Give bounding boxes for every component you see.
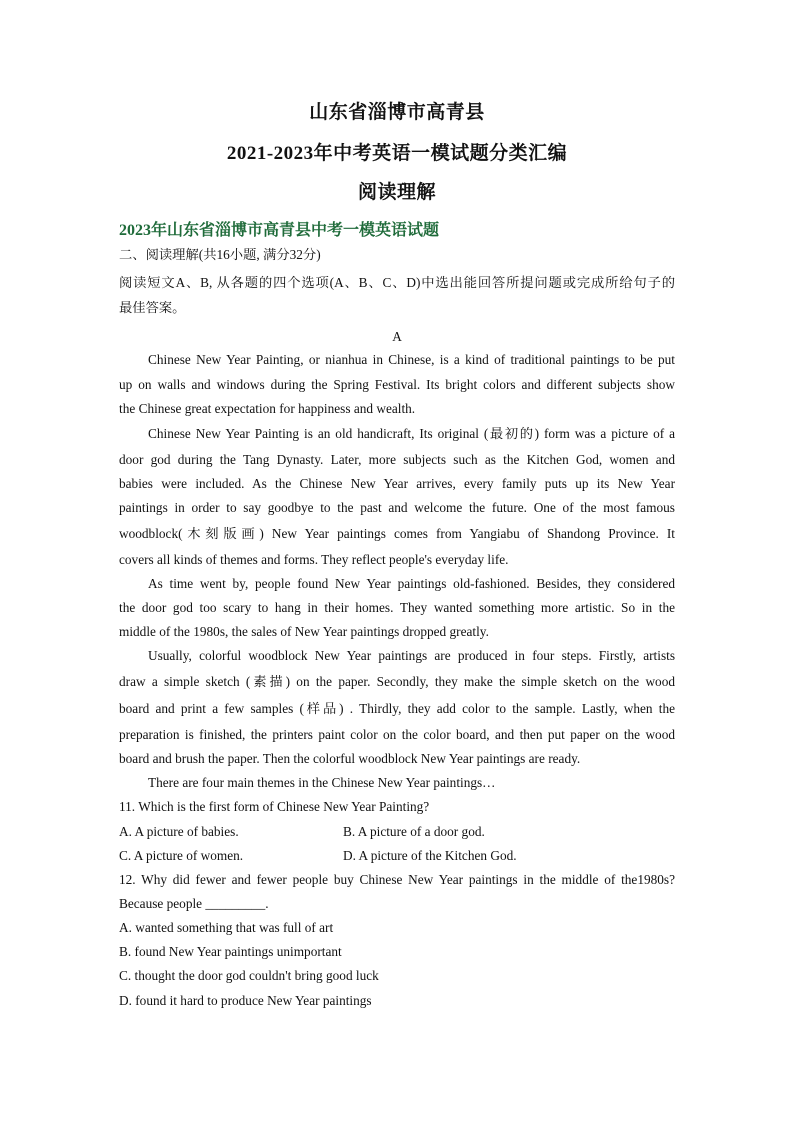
- exam-section-title: 2023年山东省淄博市高青县中考一模英语试题: [119, 222, 440, 239]
- q12-option-a: A. wanted something that was full of art: [119, 920, 334, 935]
- part-label: 二、阅读理解(共16小题, 满分32分): [119, 247, 321, 262]
- passage-p1-line-2: up on walls and windows during the Spring Festival. Its bright colors and different subjects show: [119, 377, 675, 392]
- q11-option-c: C. A picture of women.: [119, 848, 244, 863]
- passage-p3-line-3: middle of the 1980s, the sales of New Year paintings dropped greatly.: [119, 624, 489, 639]
- passage-p2-line-1: Chinese New Year Painting is an old handicraft, Its original (最初的) form was a picture of a: [148, 426, 675, 441]
- passage-p3-line-2: the door god too scary to hang in their homes. They wanted something more artistic. So in the: [119, 600, 675, 615]
- q11-option-b: B. A picture of a door god.: [343, 824, 485, 839]
- q12-option-c: C. thought the door god couldn't bring good luck: [119, 968, 379, 983]
- passage-p5: There are four main themes in the Chinese New Year paintings…: [148, 775, 496, 790]
- passage-p2-line-5: woodblock(木刻版画) New Year paintings comes from Yangiabu of Shandong Province. It: [119, 526, 675, 541]
- title-topic: 阅读理解: [357, 182, 436, 203]
- passage-p4-line-2: draw a simple sketch (素描) on the paper. Secondly, they make the simple sketch on the wood: [119, 674, 675, 689]
- q11-option-d: D. A picture of the Kitchen God.: [343, 848, 517, 863]
- q12-option-d: D. found it hard to produce New Year paintings: [119, 993, 372, 1008]
- passage-p2-line-4: paintings in order to say goodbye to the past and welcome the future. One of the most famous: [119, 500, 675, 515]
- passage-p2-line-2: door god during the Tang Dynasty. Later, more subjects such as the Kitchen God, women and: [119, 452, 675, 467]
- passage-p4-line-3: board and print a few samples (样品) . Thirdly, they add color to the sample. Lastly, when the: [119, 701, 675, 716]
- q11-option-a: A. A picture of babies.: [119, 824, 239, 839]
- passage-p1-line-3: the Chinese great expectation for happiness and wealth.: [119, 401, 416, 416]
- passage-p4-line-4: preparation is finished, the printers paint color on the color board, and then put paper on the wood: [119, 727, 675, 742]
- q12-stem-line-2: Because people _________.: [119, 896, 269, 911]
- passage-p1-line-1: Chinese New Year Painting, or nianhua in Chinese, is a kind of traditional paintings to be put: [148, 352, 675, 367]
- passage-label: A: [392, 329, 402, 344]
- passage-p3-line-1: As time went by, people found New Year paintings old-fashioned. Besides, they considered: [148, 576, 675, 591]
- instruction-line-2: 最佳答案。: [119, 300, 186, 315]
- q11-stem: 11. Which is the first form of Chinese New Year Painting?: [119, 799, 430, 814]
- passage-p4-line-5: board and brush the paper. Then the colorful woodblock New Year paintings are ready.: [119, 751, 581, 766]
- q12-stem-line-1: 12. Why did fewer and fewer people buy Chinese New Year paintings in the middle of the1980s?: [119, 872, 675, 887]
- passage-p4-line-1: Usually, colorful woodblock New Year paintings are produced in four steps. Firstly, artists: [148, 648, 675, 663]
- title-region: 山东省淄博市高青县: [309, 102, 485, 123]
- q12-option-b: B. found New Year paintings unimportant: [119, 944, 342, 959]
- passage-p2-line-6: covers all kinds of themes and forms. They reflect people's everyday life.: [119, 552, 509, 567]
- instruction-line-1: 阅读短文A、B, 从各题的四个选项(A、B、C、D)中选出能回答所提问题或完成所给句子的: [119, 275, 675, 290]
- passage-p2-line-3: babies were included. As the Chinese New Year arrives, every family puts up its New Year: [119, 476, 675, 491]
- title-year-range: 2021-2023年中考英语一模试题分类汇编: [226, 143, 568, 164]
